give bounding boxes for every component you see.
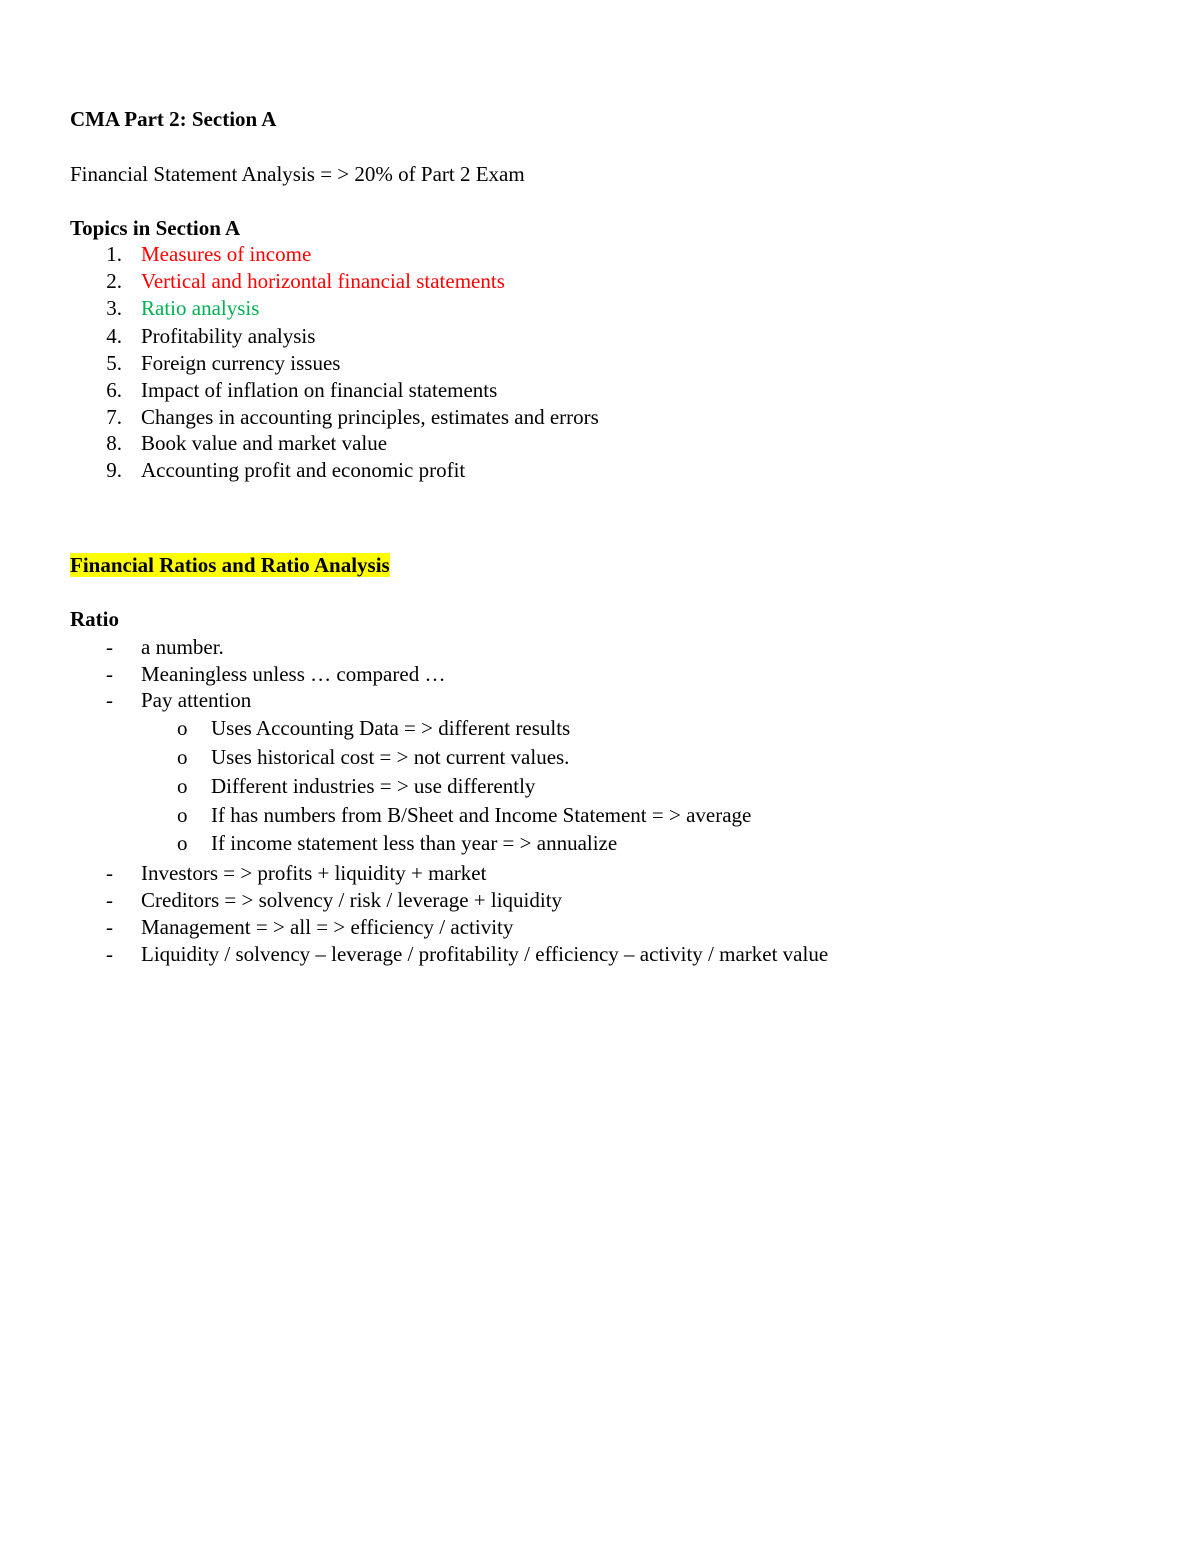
topic-number: 6.: [106, 378, 122, 402]
sub-bullet-item: If income statement less than year = > annualize: [211, 831, 618, 855]
circle-marker: o: [177, 716, 188, 740]
bullet-item: Investors = > profits + liquidity + market: [141, 861, 487, 885]
dash-marker: -: [106, 915, 113, 939]
topic-item: Impact of inflation on financial statements: [141, 378, 498, 402]
dash-marker: -: [106, 635, 113, 659]
topic-number: 5.: [106, 351, 122, 375]
topic-number: 8.: [106, 431, 122, 455]
topic-item: Accounting profit and economic profit: [141, 458, 466, 482]
bullet-item: Pay attention: [141, 688, 252, 712]
sub-bullet-item: Different industries = > use differently: [211, 774, 536, 798]
topic-item: Changes in accounting principles, estimates and errors: [141, 405, 599, 429]
topic-number: 9.: [106, 458, 122, 482]
bullet-item: Creditors = > solvency / risk / leverage + liquidity: [141, 888, 563, 912]
circle-marker: o: [177, 774, 188, 798]
document-subtitle: Financial Statement Analysis = > 20% of Part 2 Exam: [70, 162, 525, 186]
section-heading-highlight: Financial Ratios and Ratio Analysis: [70, 553, 390, 577]
topic-item: Vertical and horizontal financial statements: [141, 269, 505, 293]
bullet-item: Management = > all = > efficiency / activity: [141, 915, 514, 939]
topic-item: Profitability analysis: [141, 324, 316, 348]
topic-number: 2.: [106, 269, 122, 293]
dash-marker: -: [106, 861, 113, 885]
section-heading: [70, 552, 390, 578]
circle-marker: o: [177, 803, 188, 827]
bullet-item: a number.: [141, 635, 224, 659]
dash-marker: -: [106, 688, 113, 712]
bullet-item: Liquidity / solvency – leverage / profitability / efficiency – activity / market value: [141, 942, 829, 966]
bullet-item: Meaningless unless … compared …: [141, 662, 446, 686]
sub-bullet-item: If has numbers from B/Sheet and Income Statement = > average: [211, 803, 752, 827]
topic-item: Ratio analysis: [141, 296, 260, 320]
topic-number: 4.: [106, 324, 122, 348]
topic-number: 7.: [106, 405, 122, 429]
ratio-heading: Ratio: [70, 607, 119, 631]
dash-marker: -: [106, 888, 113, 912]
topic-item: Measures of income: [141, 242, 312, 266]
circle-marker: o: [177, 831, 188, 855]
topic-number: 3.: [106, 296, 122, 320]
topics-heading: Topics in Section A: [70, 216, 241, 240]
topic-item: Book value and market value: [141, 431, 388, 455]
dash-marker: -: [106, 942, 113, 966]
document-title: CMA Part 2: Section A: [70, 107, 277, 131]
dash-marker: -: [106, 662, 113, 686]
sub-bullet-item: Uses Accounting Data = > different results: [211, 716, 571, 740]
topic-number: 1.: [106, 242, 122, 266]
circle-marker: o: [177, 745, 188, 769]
topic-item: Foreign currency issues: [141, 351, 341, 375]
sub-bullet-item: Uses historical cost = > not current values.: [211, 745, 570, 769]
